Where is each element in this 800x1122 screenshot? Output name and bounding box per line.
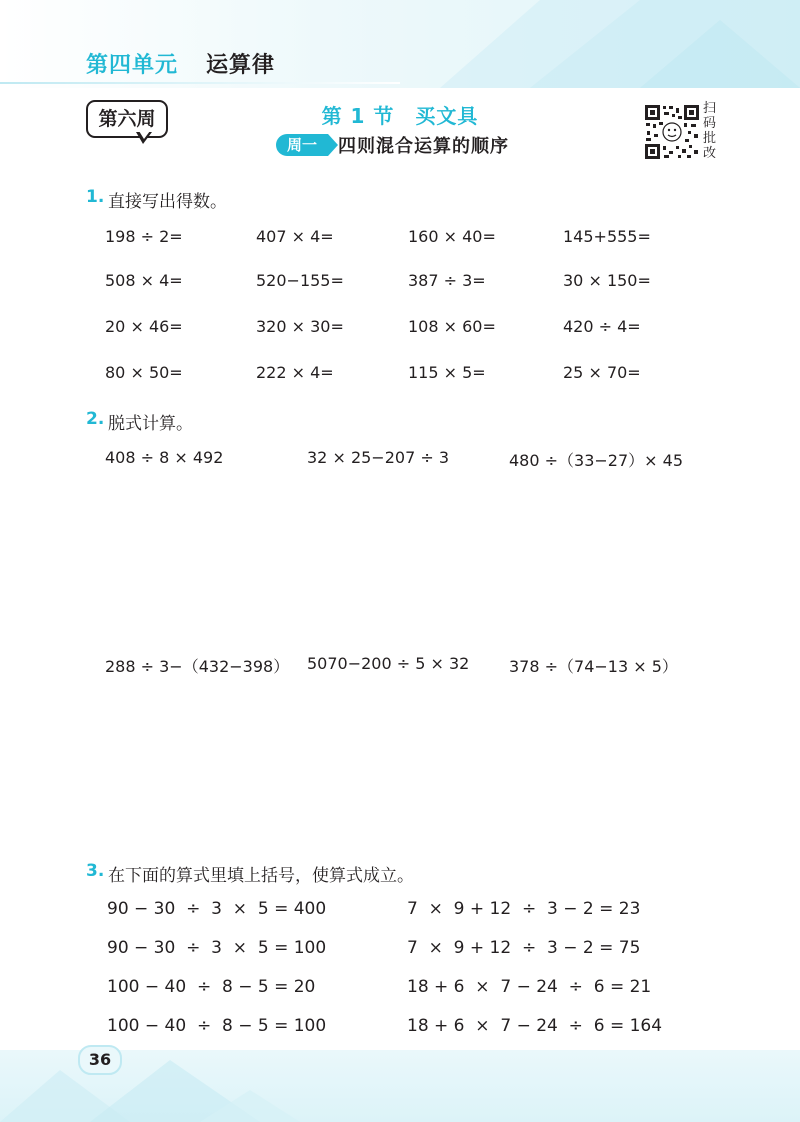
oral-calc-item: 420 ÷ 4= bbox=[563, 317, 641, 336]
bracket-equation: 100 − 40 ÷ 8 − 5 = 100 bbox=[107, 1016, 327, 1036]
oral-calc-item: 160 × 40= bbox=[408, 227, 496, 246]
scan-label-char: 改 bbox=[703, 146, 717, 161]
question-3-prompt: 在下面的算式里填上括号，使算式成立。 bbox=[108, 866, 414, 886]
oral-calc-item: 222 × 4= bbox=[256, 363, 334, 382]
step-calc-item: 288 ÷ 3−（432−398） bbox=[105, 657, 290, 676]
oral-calc-item: 407 × 4= bbox=[256, 227, 334, 246]
day-topic: 四则混合运算的顺序 bbox=[338, 136, 509, 157]
step-calc-item: 5070−200 ÷ 5 × 32 bbox=[307, 654, 470, 673]
oral-calc-item: 387 ÷ 3= bbox=[408, 271, 486, 290]
question-1-prompt: 直接写出得数。 bbox=[108, 192, 227, 212]
step-calc-item: 480 ÷（33−27）× 45 bbox=[509, 451, 684, 470]
question-3-number: 3. bbox=[86, 861, 105, 881]
oral-calc-item: 80 × 50= bbox=[105, 363, 183, 382]
qr-code-icon[interactable] bbox=[644, 104, 700, 160]
oral-calc-item: 320 × 30= bbox=[256, 317, 344, 336]
step-calc-item: 408 ÷ 8 × 492 bbox=[105, 448, 224, 467]
question-1-number: 1. bbox=[86, 187, 105, 207]
oral-calc-item: 30 × 150= bbox=[563, 271, 651, 290]
bracket-equation: 100 − 40 ÷ 8 − 5 = 20 bbox=[107, 977, 316, 997]
bracket-equation: 7 × 9 + 12 ÷ 3 − 2 = 75 bbox=[407, 938, 641, 958]
header-decoration bbox=[380, 0, 800, 88]
bracket-equation: 18 + 6 × 7 − 24 ÷ 6 = 164 bbox=[407, 1016, 663, 1036]
question-2-prompt: 脱式计算。 bbox=[108, 414, 193, 434]
bracket-equation: 90 − 30 ÷ 3 × 5 = 400 bbox=[107, 899, 327, 919]
oral-calc-item: 25 × 70= bbox=[563, 363, 641, 382]
unit-subtitle: 运算律 bbox=[206, 53, 276, 78]
scan-label-char: 批 bbox=[703, 131, 717, 146]
oral-calc-item: 508 × 4= bbox=[105, 271, 183, 290]
bracket-equation: 7 × 9 + 12 ÷ 3 − 2 = 23 bbox=[407, 899, 641, 919]
scan-label bbox=[703, 101, 719, 161]
oral-calc-item: 20 × 46= bbox=[105, 317, 183, 336]
section-title: 第 1 节 买文具 bbox=[321, 104, 479, 128]
bracket-equation: 18 + 6 × 7 − 24 ÷ 6 = 21 bbox=[407, 977, 652, 997]
scan-label-char: 码 bbox=[703, 116, 717, 131]
oral-calc-item: 198 ÷ 2= bbox=[105, 227, 183, 246]
week-badge: 第六周 bbox=[86, 100, 168, 138]
oral-calc-item: 115 × 5= bbox=[408, 363, 486, 382]
step-calc-item: 378 ÷（74−13 × 5） bbox=[509, 657, 678, 676]
step-calc-item: 32 × 25−207 ÷ 3 bbox=[307, 448, 449, 467]
scan-label-char: 扫 bbox=[703, 101, 717, 116]
day-tag: 周一 bbox=[276, 134, 328, 156]
question-2-number: 2. bbox=[86, 409, 105, 429]
week-badge-tail-inner bbox=[139, 131, 150, 139]
page-number: 36 bbox=[78, 1045, 122, 1075]
oral-calc-item: 145+555= bbox=[563, 227, 651, 246]
unit-title: 第四单元 bbox=[86, 53, 179, 78]
oral-calc-item: 108 × 60= bbox=[408, 317, 496, 336]
bracket-equation: 90 − 30 ÷ 3 × 5 = 100 bbox=[107, 938, 327, 958]
oral-calc-item: 520−155= bbox=[256, 271, 344, 290]
